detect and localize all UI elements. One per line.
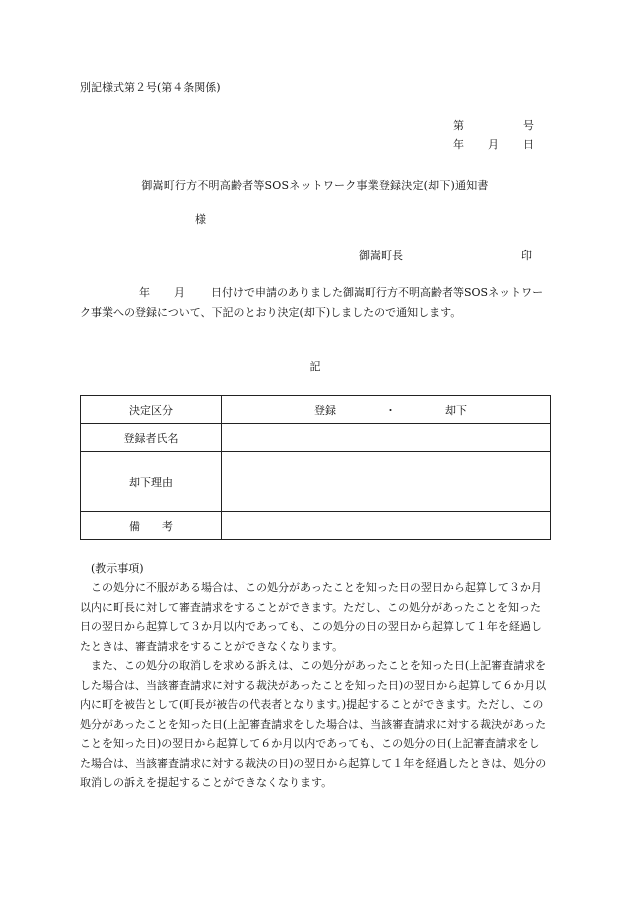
document-number-label: 第: [453, 119, 464, 132]
date-year-label: 年: [453, 138, 464, 151]
date-day-label: 日: [523, 138, 534, 151]
table-row: [81, 424, 551, 452]
notice-paragraph-1: この処分に不服がある場合は、この処分があったことを知った日の翌日から起算して３か月以内に町長に対して審査請求をすることができます。ただし、この処分があったことを知った日の翌日から起算して３か月以内であっても、この処分の日の翌日から起算して１年を経過したときは、審査請求をすることができなくなります。: [80, 581, 542, 653]
remarks-cell: [222, 512, 551, 540]
ki-heading: 記: [309, 360, 321, 373]
issuer-name: 御嵩町長: [359, 249, 403, 262]
decision-type-options: [222, 396, 551, 424]
option-register: 登録: [314, 403, 336, 417]
document-number-suffix: 号: [523, 119, 534, 132]
date-month-label: 月: [488, 138, 499, 151]
table-row: [81, 396, 551, 424]
option-reject: 却下: [445, 403, 467, 417]
option-separator: ・: [385, 403, 396, 417]
document-title: 御嵩町行方不明高齢者等SOSネットワーク事業登録決定(却下)通知書: [141, 179, 489, 192]
intro-year: 年: [139, 286, 150, 299]
form-number: 別記様式第２号(第４条関係): [80, 81, 221, 94]
addressee-suffix: 様: [195, 213, 206, 226]
registrant-name-cell: [222, 424, 551, 452]
registrant-name-label: 登録者氏名: [81, 424, 222, 452]
table-row: [81, 452, 551, 512]
notice-heading: (教示事項): [91, 562, 144, 575]
seal-mark: 印: [521, 249, 532, 262]
rejection-reason-label: 却下理由: [81, 452, 222, 512]
remarks-label: 備 考: [81, 512, 222, 540]
decision-type-label: 決定区分: [81, 396, 222, 424]
notice-paragraph-2: また、この処分の取消しを求める訴えは、この処分があったことを知った日(上記審査請求をした場合は、当該審査請求に対する裁決があったことを知った日)の翌日から起算して６か月以内に町を被告として(町長が被告の代表者となります。)提起することができます。ただし、この処分があったことを知った日(上記審査請求をした場合は、当該審査請求に対する裁決があったことを知った日)の翌日から起算して６か月以内であっても、この処分の日(上記審査請求をした場合は、当該審査請求に対する裁決の日)の翌日から起算して１年を経過したときは、処分の取消しの訴えを提起することができなくなります。: [80, 659, 547, 789]
table-row: [81, 512, 551, 540]
decision-table: [80, 395, 551, 540]
rejection-reason-cell: [222, 452, 551, 512]
intro-text: 日付けで申請のありました御嵩町行方不明高齢者等SOSネットワーク事業への登録について、下記のとおり決定(却下)しましたので通知します。: [80, 286, 544, 319]
intro-month: 月: [174, 286, 185, 299]
intro-paragraph: [80, 283, 550, 323]
